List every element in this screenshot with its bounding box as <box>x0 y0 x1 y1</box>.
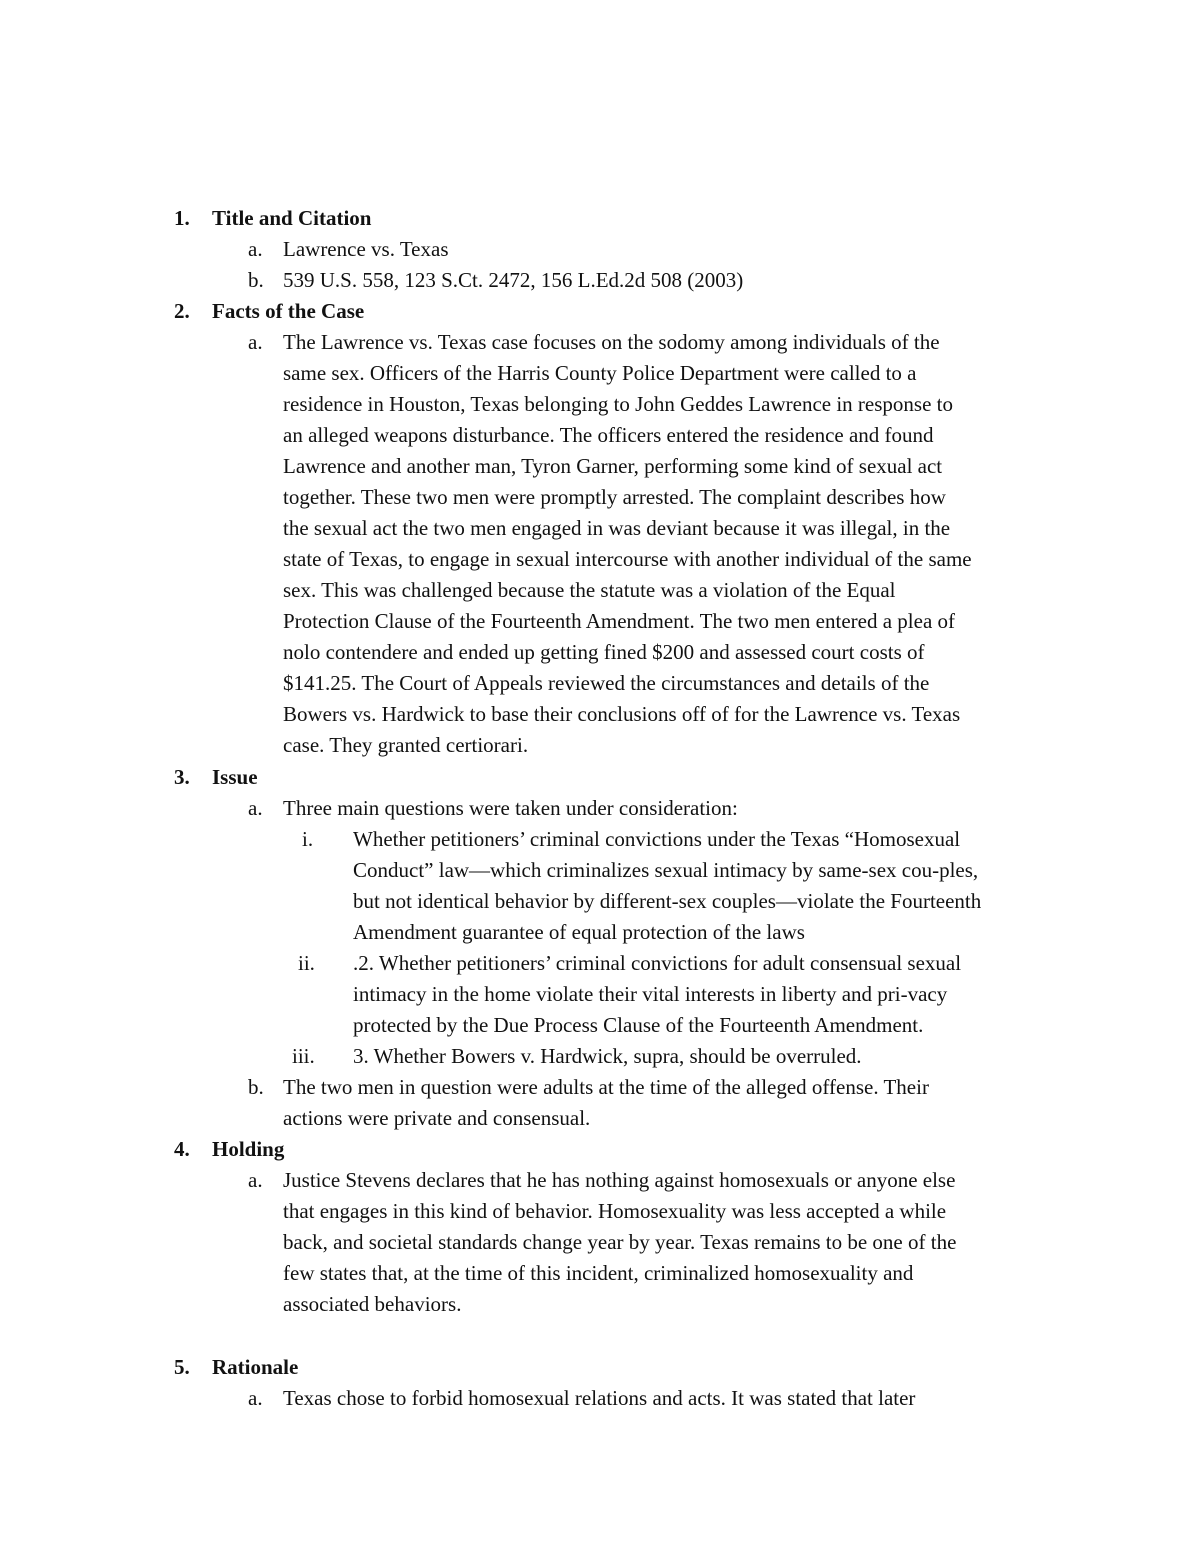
section-heading-facts: Facts of the Case <box>212 299 365 323</box>
item-text: $141.25. The Court of Appeals reviewed the circumstances and details of the <box>283 671 930 695</box>
item-text: Texas chose to forbid homosexual relations and acts. It was stated that later <box>283 1386 916 1410</box>
item-text: associated behaviors. <box>283 1292 462 1316</box>
item-marker: a. <box>248 330 263 354</box>
item-marker: a. <box>248 1386 263 1410</box>
item-marker: a. <box>248 1168 263 1192</box>
item-text: an alleged weapons disturbance. The officers entered the residence and found <box>283 423 934 447</box>
item-text: The Lawrence vs. Texas case focuses on the sodomy among individuals of the <box>283 330 940 354</box>
item-marker: a. <box>248 796 263 820</box>
item-text: Three main questions were taken under consideration: <box>283 796 738 820</box>
item-text: few states that, at the time of this incident, criminalized homosexuality and <box>283 1261 914 1285</box>
section-number: 4. <box>174 1137 190 1161</box>
subitem-marker: i. <box>302 827 314 851</box>
item-text: Bowers vs. Hardwick to base their conclusions off of for the Lawrence vs. Texas <box>283 702 961 726</box>
section-number: 5. <box>174 1355 190 1379</box>
section-heading-issue: Issue <box>212 765 258 789</box>
item-text: sex. This was challenged because the statute was a violation of the Equal <box>283 578 896 602</box>
section-number: 3. <box>174 765 190 789</box>
item-text: the sexual act the two men engaged in was deviant because it was illegal, in the <box>283 516 951 540</box>
subitem-text: 3. Whether Bowers v. Hardwick, supra, should be overruled. <box>353 1044 862 1068</box>
item-text: nolo contendere and ended up getting fined $200 and assessed court costs of <box>283 640 925 664</box>
item-text: Protection Clause of the Fourteenth Amendment. The two men entered a plea of <box>283 609 956 633</box>
item-text: back, and societal standards change year by year. Texas remains to be one of the <box>283 1230 957 1254</box>
item-text: state of Texas, to engage in sexual intercourse with another individual of the same <box>283 547 972 571</box>
item-text: Lawrence and another man, Tyron Garner, performing some kind of sexual act <box>283 454 943 478</box>
item-text: 539 U.S. 558, 123 S.Ct. 2472, 156 L.Ed.2d 508 (2003) <box>283 268 744 292</box>
item-text: case. They granted certiorari. <box>283 733 529 757</box>
item-text: Lawrence vs. Texas <box>283 237 449 261</box>
section-heading-title-and-citation: Title and Citation <box>212 206 372 230</box>
item-marker: b. <box>248 1075 264 1099</box>
section-number: 2. <box>174 299 190 323</box>
item-text: together. These two men were promptly arrested. The complaint describes how <box>283 485 946 509</box>
subitem-marker: ii. <box>298 951 315 975</box>
subitem-text: Whether petitioners’ criminal convictions under the Texas “Homosexual <box>353 827 961 851</box>
subitem-text: Amendment guarantee of equal protection of the laws <box>353 920 805 944</box>
item-text: The two men in question were adults at the time of the alleged offense. Their <box>283 1075 929 1099</box>
item-text: same sex. Officers of the Harris County Police Department were called to a <box>283 361 917 385</box>
subitem-marker: iii. <box>292 1044 315 1068</box>
subitem-text: Conduct” law—which criminalizes sexual intimacy by same-sex cou-ples, <box>353 858 979 882</box>
section-heading-rationale: Rationale <box>212 1355 299 1379</box>
item-text: residence in Houston, Texas belonging to John Geddes Lawrence in response to <box>283 392 953 416</box>
subitem-text: but not identical behavior by different-sex couples—violate the Fourteenth <box>353 889 982 913</box>
item-text: that engages in this kind of behavior. Homosexuality was less accepted a while <box>283 1199 947 1223</box>
section-heading-holding: Holding <box>212 1137 285 1161</box>
item-marker: b. <box>248 268 264 292</box>
item-text: actions were private and consensual. <box>283 1106 591 1130</box>
section-number: 1. <box>174 206 190 230</box>
subitem-text: protected by the Due Process Clause of the Fourteenth Amendment. <box>353 1013 924 1037</box>
subitem-text: intimacy in the home violate their vital interests in liberty and pri-vacy <box>353 982 948 1006</box>
item-marker: a. <box>248 237 263 261</box>
subitem-text: .2. Whether petitioners’ criminal convictions for adult consensual sexual <box>353 951 962 975</box>
item-text: Justice Stevens declares that he has nothing against homosexuals or anyone else <box>283 1168 956 1192</box>
